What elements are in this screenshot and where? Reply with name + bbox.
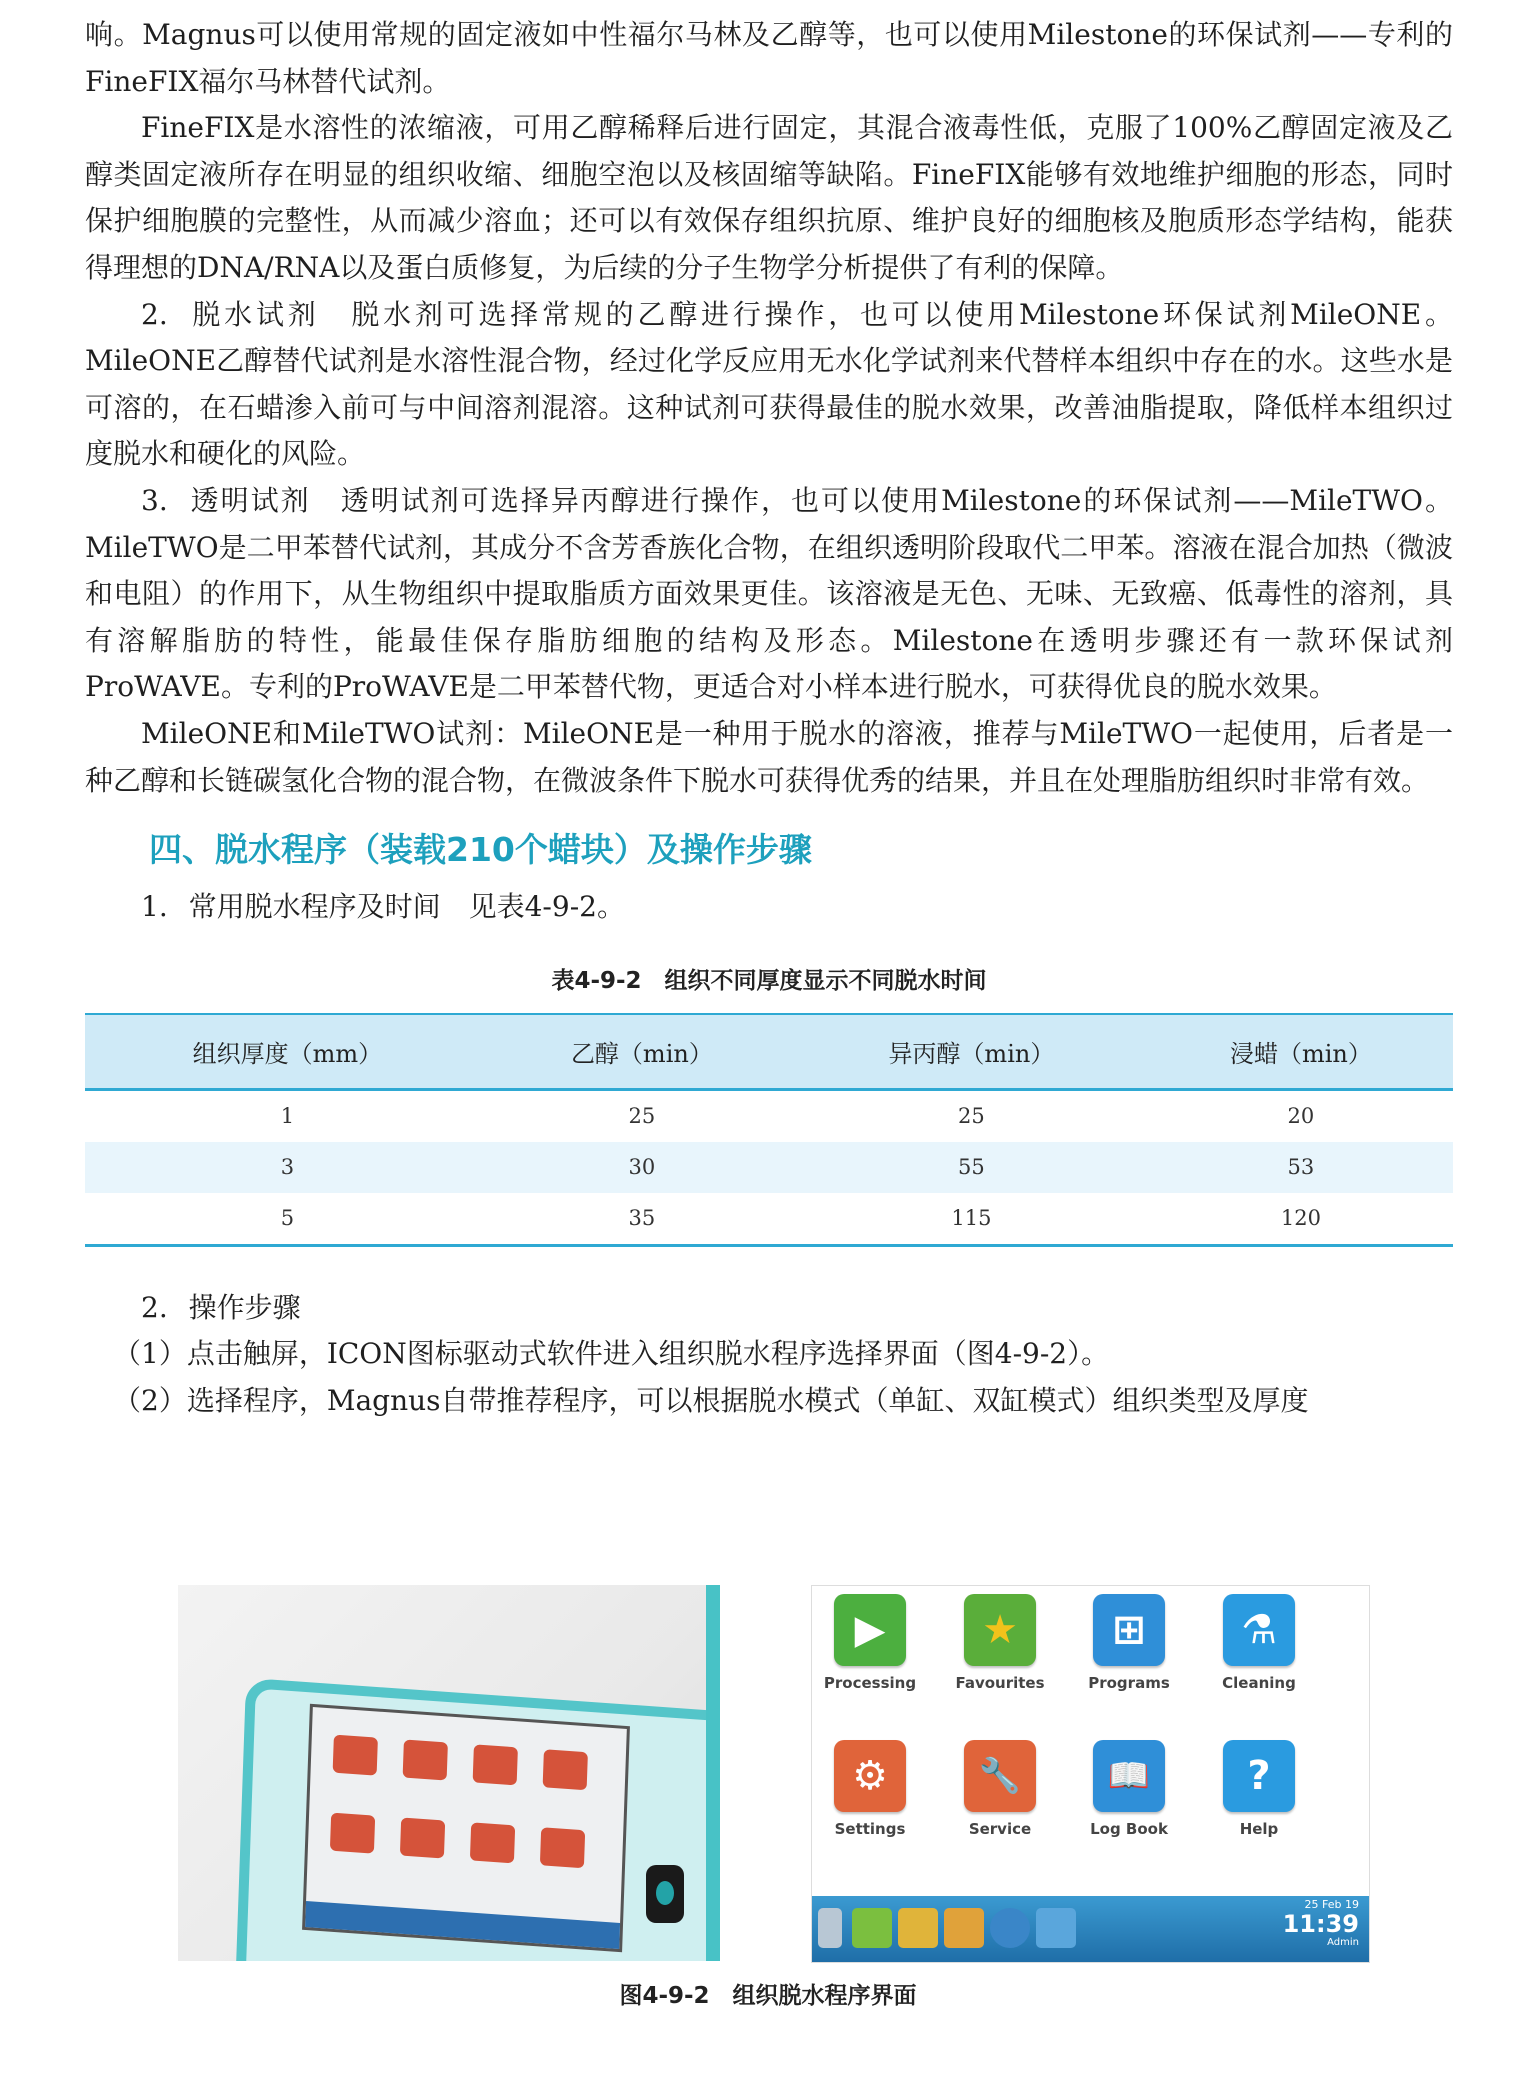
reagent-status-icon[interactable] xyxy=(852,1908,892,1948)
table-cell: 120 xyxy=(1280,1206,1321,1231)
power-knob xyxy=(646,1865,684,1923)
dehydration-time-table xyxy=(85,1013,1453,1247)
document-page xyxy=(85,0,1453,1424)
paragraph-step-1 xyxy=(85,884,1453,931)
paragraph-step-2 xyxy=(85,1285,1453,1332)
table-header-cell: 乙醇（min） xyxy=(490,1014,794,1090)
book-icon: 📖 xyxy=(1093,1740,1165,1812)
mini-app-icon xyxy=(543,1749,588,1790)
mini-app-icon xyxy=(470,1822,515,1863)
section-heading: 四、脱水程序（装载210个蜡块）及操作步骤 xyxy=(149,830,812,870)
table-header-cell: 浸蜡（min） xyxy=(1149,1014,1453,1090)
table-cell: 35 xyxy=(628,1206,656,1231)
table-cell: 25 xyxy=(628,1104,656,1129)
table-cell: 20 xyxy=(1287,1104,1315,1129)
status-clock xyxy=(1283,1898,1359,1948)
item-title: 脱水试剂 xyxy=(188,297,320,331)
app-cleaning[interactable] xyxy=(1204,1594,1314,1692)
device-photo xyxy=(178,1585,720,1961)
item-number: 2. xyxy=(141,1290,168,1324)
table-cell: 25 xyxy=(958,1104,985,1129)
app-label: Service xyxy=(968,1820,1032,1838)
status-user: Admin xyxy=(1327,1937,1359,1948)
item-number: 2. xyxy=(141,297,168,331)
menu-handle-icon[interactable] xyxy=(818,1908,842,1948)
mini-app-icon xyxy=(403,1739,448,1780)
mini-app-icon xyxy=(473,1744,518,1785)
app-label: Settings xyxy=(834,1820,906,1838)
chart-icon: ⊞ xyxy=(1093,1594,1165,1666)
table-cell: 1 xyxy=(280,1104,295,1129)
paragraph-substep-1: （1）点击触屏，ICON图标驱动式软件进入组织脱水程序选择界面（图4-9-2）。 xyxy=(113,1337,1110,1371)
paragraph-dehydration xyxy=(85,292,1453,478)
item-number: 3. xyxy=(141,483,168,517)
app-help[interactable] xyxy=(1204,1740,1314,1838)
table-row xyxy=(85,1089,1453,1142)
app-log-book[interactable] xyxy=(1074,1740,1184,1838)
app-label: Programs xyxy=(1088,1674,1170,1692)
spray-bottle-icon: ⚗ xyxy=(1223,1594,1295,1666)
status-time: 11:39 xyxy=(1282,1910,1359,1938)
wax-status-icon[interactable] xyxy=(944,1908,984,1948)
table-header-cell: 组织厚度（mm） xyxy=(85,1014,490,1090)
app-label: Cleaning xyxy=(1222,1674,1296,1692)
app-label: Log Book xyxy=(1090,1820,1168,1838)
item-body: 脱水剂可选择常规的乙醇进行操作，也可以使用Milestone环保试剂MileONE。MileONE乙醇替代试剂是水溶性混合物，经过化学反应用无水化学试剂来代替样本组织中存在的水。这些水是可溶的，在石蜡渗入前可与中间溶剂混溶。这种试剂可获得最佳的脱水效果，改善油脂提取，降低样本组织过度脱水和硬化的风险。 xyxy=(85,297,1453,471)
item-number: 1. xyxy=(141,890,168,924)
help-icon: ? xyxy=(1223,1740,1295,1812)
table-cell: 3 xyxy=(85,1142,490,1193)
table-header-cell: 异丙醇（min） xyxy=(794,1014,1149,1090)
paragraph-mileone-miletwo: MileONE和MileTWO试剂：MileONE是一种用于脱水的溶液，推荐与MileTWO一起使用，后者是一种乙醇和长链碳氢化合物的混合物，在微波条件下脱水可获得优秀的结果，并且在处理脂肪组织时非常有效。 xyxy=(85,716,1453,797)
status-date: 25 Feb 19 xyxy=(1304,1898,1359,1911)
item-title: 操作步骤 xyxy=(188,1290,301,1324)
side-panel xyxy=(706,1585,720,1961)
table-caption: 表4-9-2 组织不同厚度显示不同脱水时间 xyxy=(551,967,987,994)
app-programs[interactable] xyxy=(1074,1594,1184,1692)
star-icon: ★ xyxy=(964,1594,1036,1666)
app-label: Help xyxy=(1239,1820,1279,1838)
figure-4-9-2 xyxy=(178,1585,1368,1965)
item-title: 常用脱水程序及时间 xyxy=(188,890,441,924)
play-icon: ▶ xyxy=(834,1594,906,1666)
program-selection-screen xyxy=(811,1585,1370,1963)
mini-app-icon xyxy=(540,1827,585,1868)
paragraph-substep-2: （2）选择程序，Magnus自带推荐程序，可以根据脱水模式（单缸、双缸模式）组织类型及厚度 xyxy=(113,1383,1309,1417)
app-processing[interactable] xyxy=(815,1594,925,1692)
app-label: Processing xyxy=(823,1674,917,1692)
gears-icon: ⚙ xyxy=(834,1740,906,1812)
app-service[interactable] xyxy=(945,1740,1055,1838)
table-cell: 53 xyxy=(1149,1142,1453,1193)
app-label: Favourites xyxy=(955,1674,1045,1692)
paragraph-fixatives: 响。Magnus可以使用常规的固定液如中性福尔马林及乙醇等，也可以使用Milestone的环保试剂——专利的FineFIX福尔马林替代试剂。 xyxy=(85,18,1453,98)
network-globe-icon[interactable] xyxy=(990,1908,1030,1948)
table-cell: 30 xyxy=(490,1142,794,1193)
mini-app-icon xyxy=(330,1813,375,1854)
bath-status-icon[interactable] xyxy=(898,1908,938,1948)
table-row xyxy=(85,1193,1453,1246)
status-taskbar xyxy=(812,1896,1369,1962)
table-cell: 115 xyxy=(951,1206,992,1231)
user-icon[interactable] xyxy=(1036,1908,1076,1948)
item-body: 透明试剂可选择异丙醇进行操作，也可以使用Milestone的环保试剂——MileTWO。MileTWO是二甲苯替代试剂，其成分不含芳香族化合物，在组织透明阶段取代二甲苯。溶液在混合加热（微波和电阻）的作用下，从生物组织中提取脂质方面效果更佳。该溶液是无色、无味、无致癌、低毒性的溶剂，具有溶解脂肪的特性，能最佳保存脂肪细胞的结构及形态。Milestone在透明步骤还有一款环保试剂ProWAVE。专利的ProWAVE是二甲苯替代物，更适合对小样本进行脱水，可获得优良的脱水效果。 xyxy=(85,483,1453,704)
figure-caption: 图4-9-2 组织脱水程序界面 xyxy=(619,1983,917,2009)
app-settings[interactable] xyxy=(815,1740,925,1838)
device-touchscreen xyxy=(302,1704,630,1952)
table-cell: 55 xyxy=(794,1142,1149,1193)
table-row xyxy=(85,1142,1453,1193)
paragraph-finefix: FineFIX是水溶性的浓缩液，可用乙醇稀释后进行固定，其混合液毒性低，克服了100%乙醇固定液及乙醇类固定液所存在明显的组织收缩、细胞空泡以及核固缩等缺陷。FineFIX能够有效地维护细胞的形态，同时保护细胞膜的完整性，从而减少溶血；还可以有效保存组织抗原、维护良好的细胞核及胞质形态学结构，能获得理想的DNA/RNA以及蛋白质修复，为后续的分子生物学分析提供了有利的保障。 xyxy=(85,111,1453,284)
item-body: 见表4-9-2。 xyxy=(468,890,625,924)
table-header-row xyxy=(85,1014,1453,1090)
app-favourites[interactable] xyxy=(945,1594,1055,1692)
paragraph-clearing xyxy=(85,478,1453,711)
mini-app-icon xyxy=(400,1817,445,1858)
mini-app-icon xyxy=(333,1735,378,1776)
item-title: 透明试剂 xyxy=(188,483,311,517)
table-cell: 5 xyxy=(280,1206,295,1231)
wrench-icon: 🔧 xyxy=(964,1740,1036,1812)
